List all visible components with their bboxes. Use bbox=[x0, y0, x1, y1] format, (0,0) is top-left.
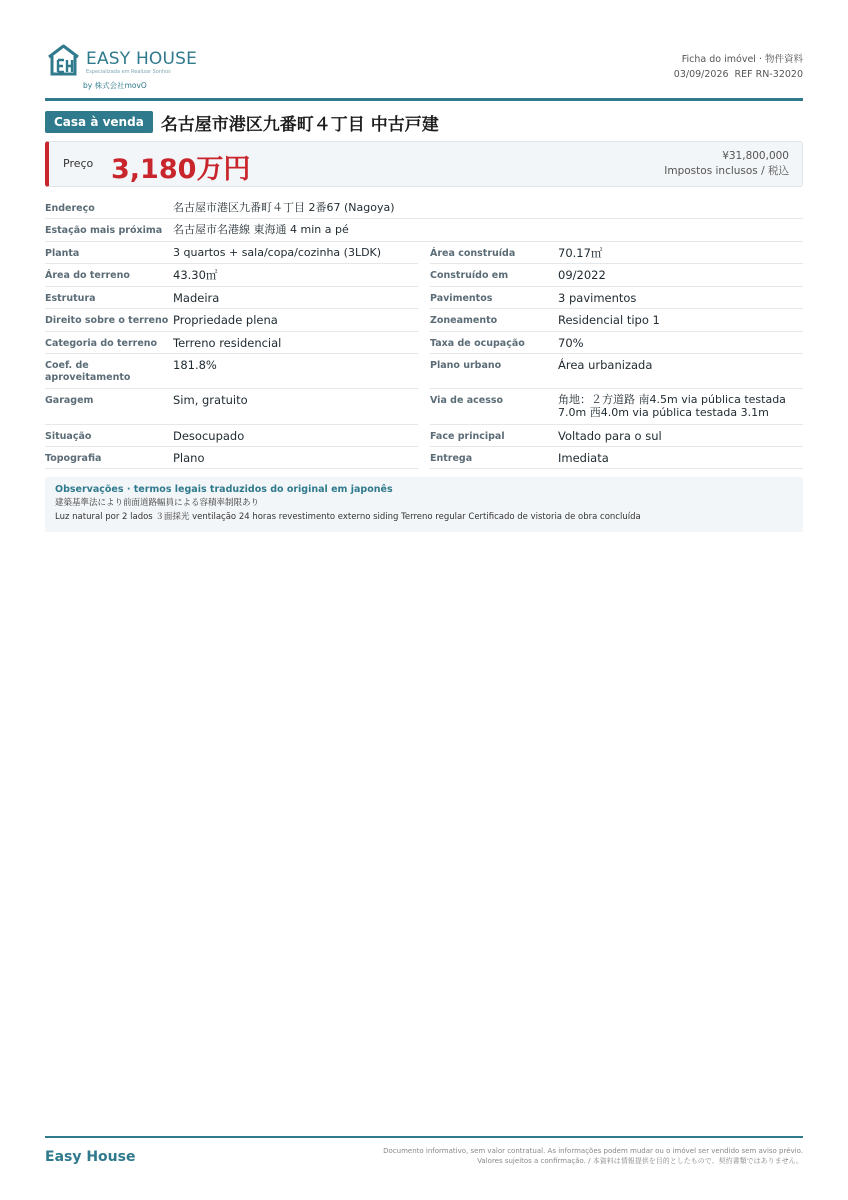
price-details bbox=[664, 149, 789, 179]
spec-row-access-road bbox=[430, 389, 803, 425]
spec-row-station bbox=[45, 219, 803, 242]
spec-row-facing bbox=[430, 425, 803, 447]
spec-label: Taxa de ocupação bbox=[430, 338, 525, 349]
spec-row-topography bbox=[45, 447, 418, 469]
spec-value: 名古屋市名港線 東海通 4 min a pé bbox=[173, 223, 349, 236]
spec-value: Voltado para o sul bbox=[558, 429, 662, 443]
spec-row-built-area bbox=[430, 242, 803, 264]
spec-value: 70.17㎡ bbox=[558, 246, 603, 260]
spec-row-land-area bbox=[45, 264, 418, 287]
notes-line: Luz natural por 2 lados ３面採光 ventilação 24 horas revestimento externo siding Terreno regular Certificado de vistoria de obra concluída bbox=[55, 512, 641, 522]
spec-row-zoning bbox=[430, 309, 803, 332]
spec-label: Situação bbox=[45, 431, 92, 442]
listing-badge: Casa à venda bbox=[45, 111, 153, 133]
price-yen: ¥31,800,000 bbox=[722, 150, 789, 162]
spec-label: Entrega bbox=[430, 453, 473, 464]
spec-row-parking bbox=[45, 389, 418, 425]
spec-value: 角地：２方道路 南4.5m via pública testada 7.0m 西4.0m via pública testada 3.1m bbox=[558, 393, 786, 419]
spec-row-floors bbox=[430, 287, 803, 309]
spec-value: Propriedade plena bbox=[173, 313, 278, 327]
footer-disclaimer: Documento informativo, sem valor contratual. As informações podem mudar ou o imóvel ser vendido sem aviso prévio. Valores sujeitos a confirmação. / 本資料は情報提供を目的としたもので、契約書類ではありません。 bbox=[383, 1147, 803, 1165]
spec-label: Zoneamento bbox=[430, 315, 498, 326]
doc-ref: REF RN-32020 bbox=[734, 69, 803, 80]
spec-row-built-date bbox=[430, 264, 803, 287]
spec-label: Estrutura bbox=[45, 293, 96, 304]
spec-value: Madeira bbox=[173, 291, 220, 305]
spec-label: Estação mais próxima bbox=[45, 225, 163, 236]
footer-divider bbox=[45, 1136, 803, 1138]
spec-row-coverage bbox=[430, 332, 803, 354]
spec-value: Área urbanizada bbox=[558, 358, 653, 372]
spec-row-status bbox=[45, 425, 418, 447]
doc-type: Ficha do imóvel · 物件資料 bbox=[681, 54, 803, 65]
spec-value: Imediata bbox=[558, 451, 609, 465]
spec-value: Residencial tipo 1 bbox=[558, 313, 660, 327]
spec-value: 3 quartos + sala/copa/cozinha (3LDK) bbox=[173, 246, 382, 259]
listing-title: 名古屋市港区九番町４丁目 中古戸建 bbox=[160, 114, 439, 135]
header-divider bbox=[45, 98, 803, 101]
spec-row-layout bbox=[45, 242, 418, 264]
house-logo-icon bbox=[47, 44, 80, 76]
spec-label: Plano urbano bbox=[430, 360, 502, 371]
spec-value: Terreno residencial bbox=[173, 336, 282, 350]
spec-row-land-category bbox=[45, 332, 418, 354]
spec-label: Área do terreno bbox=[45, 270, 130, 281]
notes-box bbox=[45, 477, 803, 532]
spec-value: 181.8% bbox=[173, 358, 217, 372]
spec-table bbox=[45, 197, 803, 469]
spec-label: Direito sobre o terreno bbox=[45, 315, 169, 326]
title-row bbox=[45, 110, 803, 134]
spec-label: Via de acesso bbox=[430, 395, 504, 406]
spec-value: 09/2022 bbox=[558, 268, 606, 282]
spec-label: Topografia bbox=[45, 453, 102, 464]
doc-date: 03/09/2026 bbox=[673, 69, 729, 80]
footer-brand: Easy House bbox=[45, 1149, 136, 1165]
spec-value: Desocupado bbox=[173, 429, 245, 443]
spec-row-urban-plan bbox=[430, 354, 803, 389]
header bbox=[45, 42, 803, 98]
price-label: Preço bbox=[63, 157, 94, 170]
price-box bbox=[45, 141, 803, 187]
spec-label: Coef. de aproveitamento bbox=[45, 360, 131, 383]
spec-row-far bbox=[45, 354, 418, 389]
spec-value: 3 pavimentos bbox=[558, 291, 637, 305]
spec-value: Sim, gratuito bbox=[173, 393, 248, 407]
spec-value: Plano bbox=[173, 451, 205, 465]
logo bbox=[47, 44, 197, 76]
spec-value: 43.30㎡ bbox=[173, 268, 218, 282]
spec-label: Categoria do terreno bbox=[45, 338, 158, 349]
spec-label: Face principal bbox=[430, 431, 505, 442]
spec-label: Construído em bbox=[430, 270, 509, 281]
price-value: 3,180万円 bbox=[111, 154, 251, 185]
spec-label: Garagem bbox=[45, 395, 94, 406]
spec-row-address bbox=[45, 197, 803, 219]
brand-by: by 株式会社movO bbox=[83, 81, 147, 90]
spec-row-delivery bbox=[430, 447, 803, 469]
notes-title: Observações · termos legais traduzidos do original em japonês bbox=[55, 484, 393, 495]
document-meta bbox=[674, 52, 803, 82]
brand-tagline: Especializada em Realizar Sonhos bbox=[86, 69, 171, 75]
spec-label: Pavimentos bbox=[430, 293, 493, 304]
spec-label: Área construída bbox=[430, 248, 516, 259]
brand-name: EASY HOUSE bbox=[86, 49, 198, 69]
price-tax-note: Impostos inclusos / 税込 bbox=[664, 165, 789, 177]
spec-row-structure bbox=[45, 287, 418, 309]
spec-label: Planta bbox=[45, 248, 80, 259]
spec-label: Endereço bbox=[45, 203, 95, 214]
notes-line: 建築基準法により前面道路幅員による容積率制限あり bbox=[55, 498, 260, 508]
spec-value: 70% bbox=[558, 336, 584, 350]
spec-value: 名古屋市港区九番町４丁目 2番67 (Nagoya) bbox=[173, 201, 395, 214]
spec-row-land-rights bbox=[45, 309, 418, 332]
